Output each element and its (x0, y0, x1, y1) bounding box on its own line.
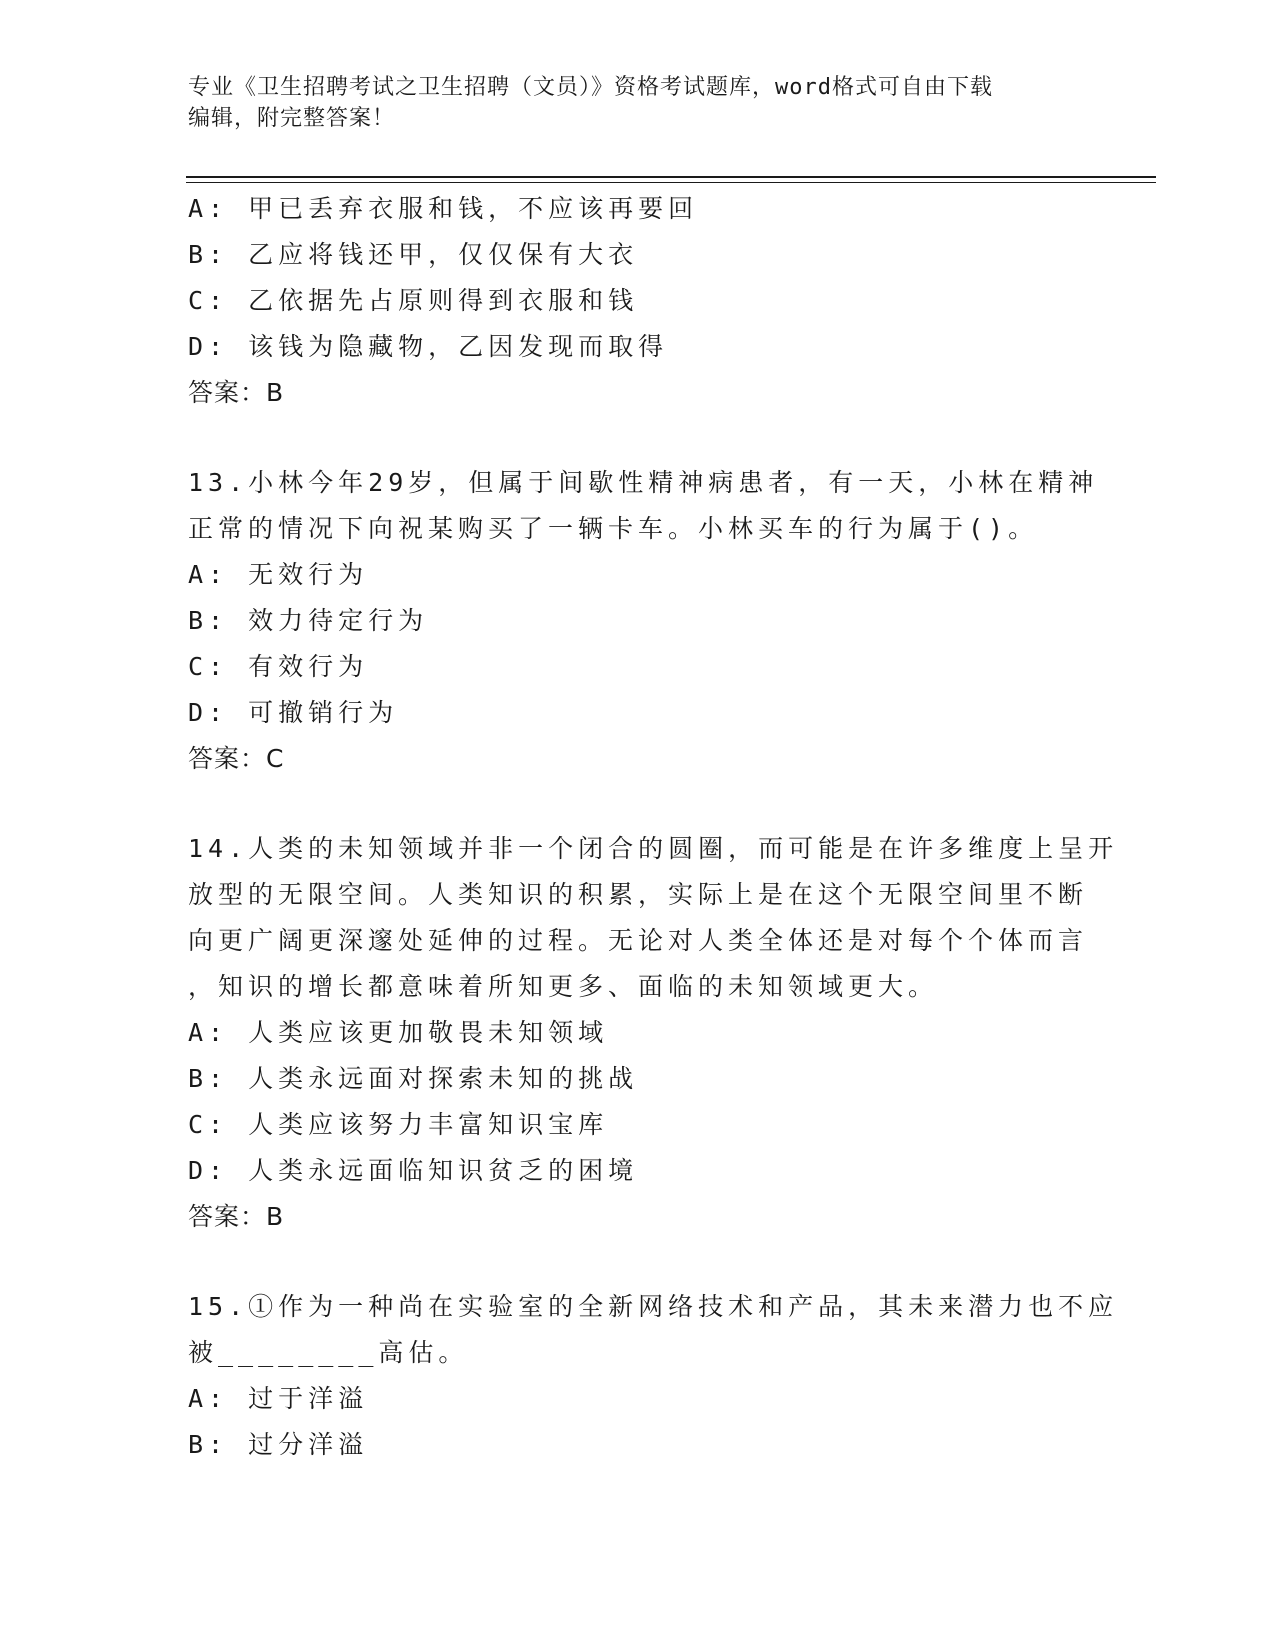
page-header (188, 72, 1068, 134)
question-text-line: 15.①作为一种尚在实验室的全新网络技术和产品，其未来潜力也不应 (188, 1292, 1119, 1321)
question-15 (188, 1284, 1119, 1468)
option-a: A: 过于洋溢 (188, 1384, 369, 1413)
question-text-line: 正常的情况下向祝某购买了一辆卡车。小林买车的行为属于()。 (188, 514, 1039, 543)
header-line-1: 专业《卫生招聘考试之卫生招聘（文员）》资格考试题库，word格式可自由下载 (188, 75, 993, 100)
option-c: C: 乙依据先占原则得到衣服和钱 (188, 286, 639, 315)
header-rule-thin (186, 182, 1156, 183)
option-b: B: 乙应将钱还甲，仅仅保有大衣 (188, 240, 639, 269)
answer-line: 答案：B (188, 1202, 285, 1231)
option-a: A: 无效行为 (188, 560, 369, 589)
question-text-line: 13.小林今年29岁，但属于间歇性精神病患者，有一天，小林在精神 (188, 468, 1099, 497)
question-12 (188, 186, 1068, 416)
option-b: B: 人类永远面对探索未知的挑战 (188, 1064, 639, 1093)
question-text-line: 放型的无限空间。人类知识的积累，实际上是在这个无限空间里不断 (188, 880, 1089, 909)
option-b: B: 效力待定行为 (188, 606, 429, 635)
question-14 (188, 826, 1119, 1240)
answer-line: 答案：C (188, 744, 285, 773)
question-text-line: 14.人类的未知领域并非一个闭合的圆圈，而可能是在许多维度上呈开 (188, 834, 1119, 863)
option-a: A: 甲已丢弃衣服和钱，不应该再要回 (188, 194, 699, 223)
option-d: D: 人类永远面临知识贫乏的困境 (188, 1156, 639, 1185)
option-d: D: 可撤销行为 (188, 698, 399, 727)
header-rule-thick (186, 176, 1156, 178)
option-c: C: 有效行为 (188, 652, 369, 681)
question-text-line: 被________高估。 (188, 1338, 469, 1367)
option-b: B: 过分洋溢 (188, 1430, 369, 1459)
header-line-2: 编辑，附完整答案！ (188, 106, 396, 131)
question-13 (188, 460, 1099, 782)
question-text-line: ，知识的增长都意味着所知更多、面临的未知领域更大。 (188, 972, 939, 1001)
answer-line: 答案：B (188, 378, 285, 407)
option-c: C: 人类应该努力丰富知识宝库 (188, 1110, 609, 1139)
option-a: A: 人类应该更加敬畏未知领域 (188, 1018, 609, 1047)
question-text-line: 向更广阔更深邃处延伸的过程。无论对人类全体还是对每个个体而言 (188, 926, 1089, 955)
question-list (188, 186, 1119, 1468)
option-d: D: 该钱为隐藏物，乙因发现而取得 (188, 332, 669, 361)
